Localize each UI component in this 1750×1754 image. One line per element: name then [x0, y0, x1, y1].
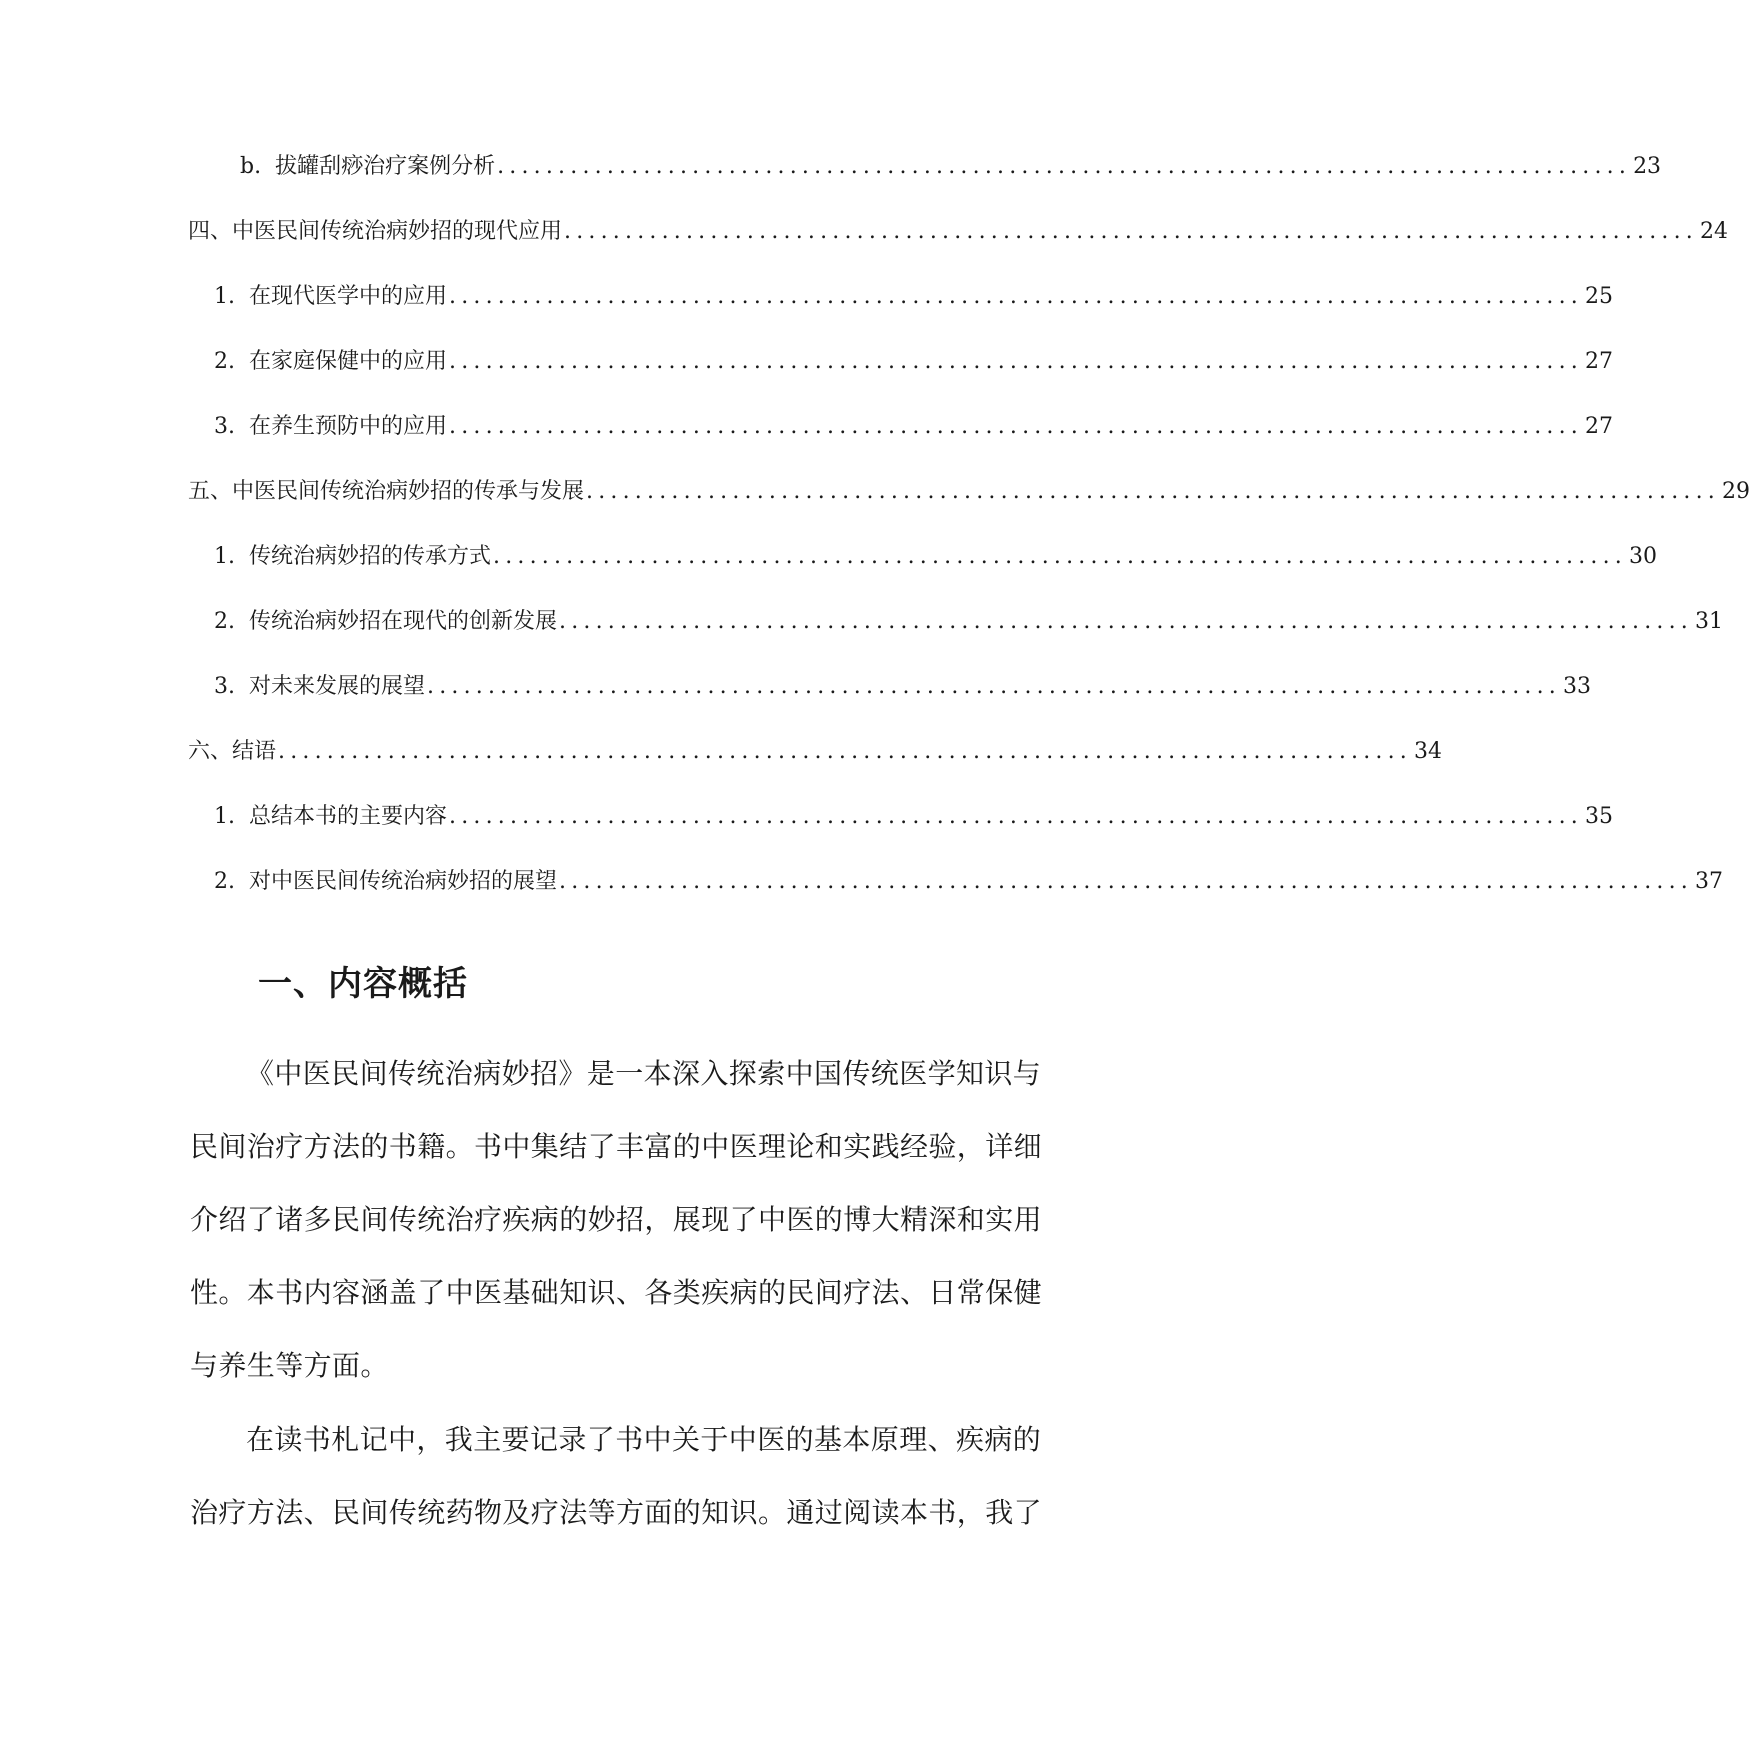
toc-entry-number: 六、 [188, 739, 233, 764]
toc-entry[interactable] [214, 605, 1723, 639]
toc-entry-page: 37 [1694, 869, 1723, 894]
toc-entry-page: 31 [1694, 609, 1723, 634]
toc-entry[interactable] [214, 865, 1723, 899]
toc-entry-title: 对未来发展的展望 [249, 674, 426, 699]
toc-entry-page: 27 [1584, 349, 1613, 374]
toc-entry-page: 24 [1700, 219, 1728, 244]
toc-entry-page: 27 [1584, 414, 1613, 439]
toc-entry[interactable] [214, 345, 1613, 379]
toc-entry-title: 总结本书的主要内容 [249, 804, 448, 829]
toc-dot-leader: ............................................................................................. [449, 804, 1583, 829]
toc-entry-title: 传统治病妙招在现代的创新发展 [249, 609, 558, 634]
toc-entry-number: 3. [214, 414, 235, 439]
toc-dot-leader: ............................................................................................. [497, 154, 1632, 179]
toc-entry[interactable] [240, 150, 1662, 184]
toc-dot-leader: ............................................................................................. [559, 869, 1693, 894]
toc-entry-number: 1. [214, 544, 235, 569]
toc-entry-title: 拔罐刮痧治疗案例分析 [275, 154, 496, 179]
toc-entry-title: 在家庭保健中的应用 [249, 349, 448, 374]
section-heading: 一、内容概括 [258, 964, 468, 1004]
toc-dot-leader: ............................................................................................. [559, 609, 1693, 634]
body-paragraph: 在读书札记中，我主要记录了书中关于中医的基本原理、疾病的治疗方法、民间传统药物及疗法等方面的知识。通过阅读本书，我了 [190, 1423, 1043, 1529]
toc-dot-leader: ............................................................................................. [278, 739, 1412, 764]
toc-entry-number: 1. [214, 804, 235, 829]
toc-entry-title: 中医民间传统治病妙招的现代应用 [232, 219, 563, 244]
toc-entry[interactable] [214, 800, 1613, 834]
toc-entry[interactable] [214, 280, 1613, 314]
toc-dot-leader: ............................................................................................. [427, 674, 1561, 699]
toc-entry-number: 四、 [188, 219, 233, 244]
toc-dot-leader: ............................................................................................. [493, 544, 1627, 569]
body-paragraph: 《中医民间传统治病妙招》是一本深入探索中国传统医学知识与民间治疗方法的书籍。书中集结了丰富的中医理论和实践经验，详细介绍了诸多民间传统治疗疾病的妙招，展现了中医的博大精深和实用性。本书内容涵盖了中医基础知识、各类疾病的民间疗法、日常保健与养生等方面。 [190, 1057, 1043, 1382]
toc-entry-number: 2. [214, 869, 235, 894]
toc-entry-number: 2. [214, 349, 235, 374]
toc-dot-leader: ............................................................................................. [449, 284, 1583, 309]
toc-entry-page: 23 [1633, 154, 1662, 179]
toc-entry-page: 30 [1628, 544, 1657, 569]
toc-entry-number: 3. [214, 674, 235, 699]
toc-entry-number: 2. [214, 609, 235, 634]
toc-entry-title: 对中医民间传统治病妙招的展望 [249, 869, 558, 894]
toc-dot-leader: ............................................................................................. [564, 219, 1698, 244]
toc-entry-title: 中医民间传统治病妙招的传承与发展 [232, 479, 585, 504]
toc-entry[interactable] [188, 215, 1728, 249]
toc-entry-title: 在养生预防中的应用 [249, 414, 448, 439]
toc-entry-title: 结语 [232, 739, 277, 764]
toc-entry[interactable] [188, 735, 1442, 769]
toc-entry-number: b. [240, 154, 262, 179]
toc-entry[interactable] [214, 670, 1591, 704]
toc-entry[interactable] [188, 475, 1750, 509]
toc-entry-number: 1. [214, 284, 235, 309]
toc-entry[interactable] [214, 540, 1657, 574]
toc-entry-page: 33 [1562, 674, 1591, 699]
toc-entry-page: 25 [1584, 284, 1613, 309]
toc-entry-page: 35 [1584, 804, 1613, 829]
toc-entry-title: 在现代医学中的应用 [249, 284, 448, 309]
toc-dot-leader: ............................................................................................. [449, 414, 1583, 439]
toc-entry-page: 29 [1722, 479, 1750, 504]
toc-entry-number: 五、 [188, 479, 233, 504]
toc-entry-title: 传统治病妙招的传承方式 [249, 544, 492, 569]
toc-entry[interactable] [214, 410, 1613, 444]
toc-entry-page: 34 [1414, 739, 1442, 764]
toc-dot-leader: ............................................................................................. [449, 349, 1583, 374]
toc-dot-leader: ............................................................................................. [586, 479, 1720, 504]
